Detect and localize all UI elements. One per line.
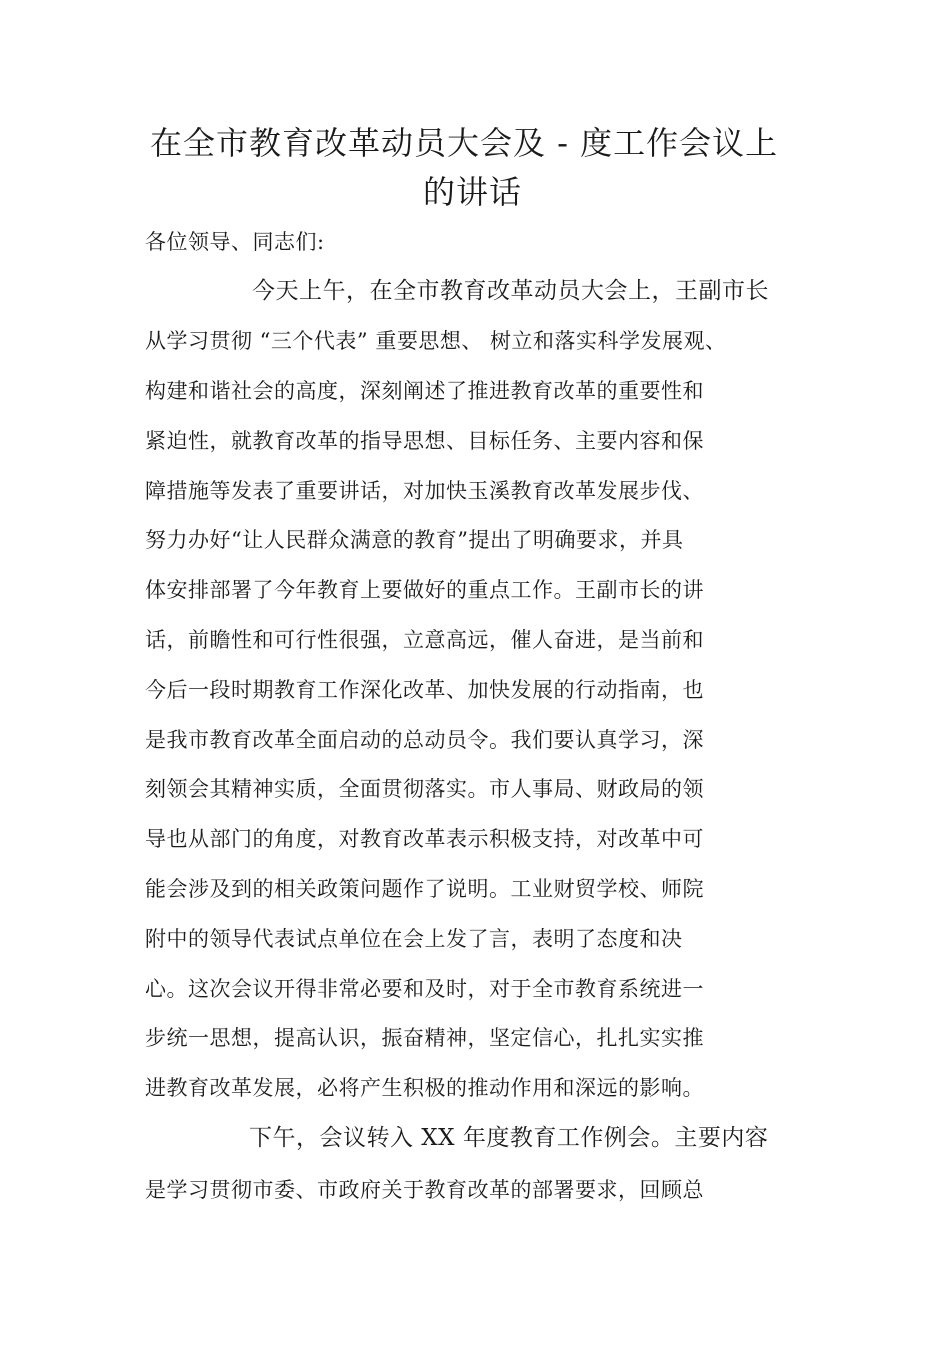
paragraph-line: 构建和谐社会的高度，深刻阐述了推进教育改革的重要性和: [145, 379, 704, 403]
paragraph-line: 下午，会议转入 XX 年度教育工作例会。主要内容: [249, 1125, 769, 1151]
paragraph-line: 步统一思想，提高认识，振奋精神，坚定信心，扎扎实实推: [145, 1026, 704, 1050]
paragraph-line: 能会涉及到的相关政策问题作了说明。工业财贸学校、师院: [145, 877, 704, 901]
paragraph-line: 是学习贯彻市委、市政府关于教育改革的部署要求，回顾总: [145, 1178, 704, 1202]
paragraph-line: 心。这次会议开得非常必要和及时，对于全市教育系统进一: [145, 977, 704, 1001]
paragraph-line: 进教育改革发展，必将产生积极的推动作用和深远的影响。: [145, 1076, 704, 1100]
paragraph-line: 体安排部署了今年教育上要做好的重点工作。王副市长的讲: [145, 578, 704, 602]
paragraph-line: 从学习贯彻 “三个代表” 重要思想、 树立和落实科学发展观、: [145, 329, 727, 353]
paragraph-line: 是我市教育改革全面启动的总动员令。我们要认真学习，深: [145, 728, 704, 752]
paragraph-line: 紧迫性，就教育改革的指导思想、目标任务、主要内容和保: [145, 429, 704, 453]
document-title-line-2: 的讲话: [423, 173, 523, 211]
document-title-line-1: 在全市教育改革动员大会及 - 度工作会议上: [150, 124, 779, 162]
paragraph-line: 今天上午，在全市教育改革动员大会上，王副市长: [252, 278, 769, 304]
paragraph-line: 障措施等发表了重要讲话，对加快玉溪教育改革发展步伐、: [145, 479, 704, 503]
paragraph-line: 附中的领导代表试点单位在会上发了言，表明了态度和决: [145, 927, 683, 951]
paragraph-line: 努力办好“让人民群众满意的教育”提出了明确要求，并具: [145, 528, 684, 552]
salutation: 各位领导、同志们:: [145, 230, 325, 254]
paragraph-line: 今后一段时期教育工作深化改革、加快发展的行动指南，也: [145, 678, 704, 702]
paragraph-line: 刻领会其精神实质，全面贯彻落实。市人事局、财政局的领: [145, 777, 704, 801]
paragraph-line: 导也从部门的角度，对教育改革表示积极支持，对改革中可: [145, 827, 704, 851]
paragraph-line: 话，前瞻性和可行性很强，立意高远，催人奋进，是当前和: [145, 628, 704, 652]
